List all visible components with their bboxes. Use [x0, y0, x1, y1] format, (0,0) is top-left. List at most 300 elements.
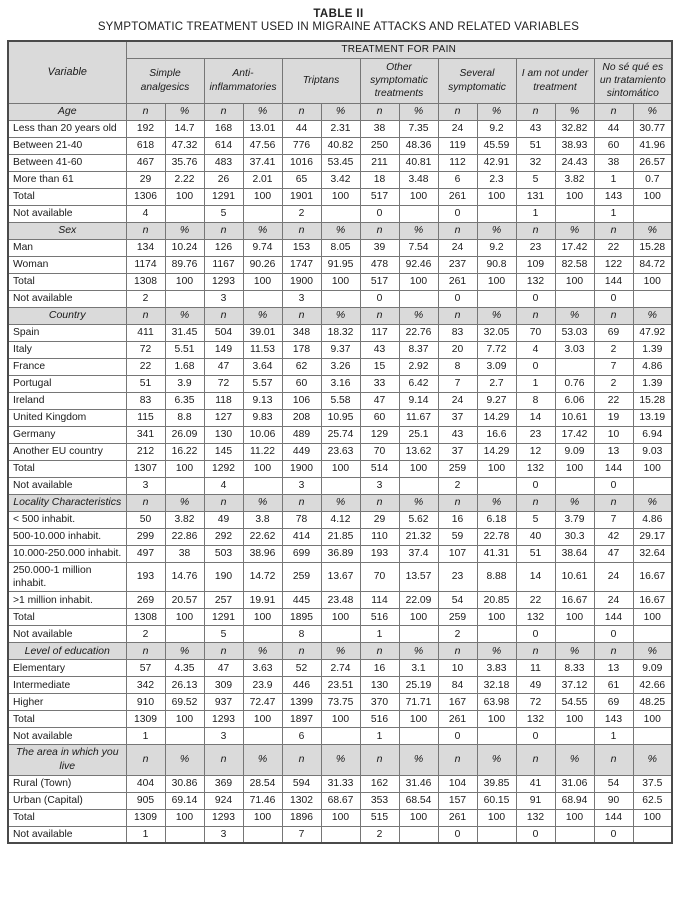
value-n: 43 — [360, 341, 399, 358]
value-n: 3 — [360, 477, 399, 494]
value-percent: 3.16 — [321, 375, 360, 392]
table-row — [8, 592, 672, 609]
value-percent — [477, 290, 516, 307]
value-percent: 9.13 — [243, 392, 282, 409]
table-row — [8, 826, 672, 843]
value-percent — [321, 626, 360, 643]
value-n: 42 — [594, 528, 633, 545]
value-percent — [243, 626, 282, 643]
value-percent — [633, 626, 672, 643]
n-subheader: n — [594, 745, 633, 775]
value-n: 54 — [438, 592, 477, 609]
value-percent: 30.3 — [555, 528, 594, 545]
n-subheader: n — [126, 745, 165, 775]
value-n: 937 — [204, 694, 243, 711]
value-percent: 6.42 — [399, 375, 438, 392]
n-subheader: n — [516, 745, 555, 775]
table-row — [8, 392, 672, 409]
table-row — [8, 511, 672, 528]
row-label: Total — [8, 711, 126, 728]
value-percent: 9.37 — [321, 341, 360, 358]
value-percent: 14.76 — [165, 562, 204, 592]
value-n: 0 — [594, 826, 633, 843]
value-percent: 3.48 — [399, 171, 438, 188]
value-percent: 25.1 — [399, 426, 438, 443]
value-n: 38 — [594, 154, 633, 171]
value-percent — [399, 290, 438, 307]
value-n: 261 — [438, 188, 477, 205]
value-percent: 14.29 — [477, 409, 516, 426]
group-header-no-se-que-es: No sé qué es un tratamiento sintomático — [594, 58, 672, 103]
value-percent: 3.82 — [165, 511, 204, 528]
value-percent — [399, 626, 438, 643]
value-percent: 10.95 — [321, 409, 360, 426]
value-percent: 100 — [399, 188, 438, 205]
value-n: 6 — [282, 728, 321, 745]
percent-subheader: % — [165, 307, 204, 324]
value-n: 292 — [204, 528, 243, 545]
n-subheader: n — [126, 307, 165, 324]
value-percent: 22.09 — [399, 592, 438, 609]
value-n: 1309 — [126, 711, 165, 728]
value-percent: 9.09 — [555, 443, 594, 460]
value-percent: 3.26 — [321, 358, 360, 375]
value-percent: 31.33 — [321, 775, 360, 792]
value-percent: 47.92 — [633, 324, 672, 341]
value-percent: 68.67 — [321, 792, 360, 809]
value-n: 44 — [282, 120, 321, 137]
group-header-triptans: Triptans — [282, 58, 360, 103]
value-percent — [165, 290, 204, 307]
value-n: 24 — [438, 120, 477, 137]
value-n: 22 — [126, 358, 165, 375]
value-n: 1 — [594, 728, 633, 745]
value-percent: 100 — [477, 273, 516, 290]
value-percent: 8.05 — [321, 239, 360, 256]
value-percent: 40.81 — [399, 154, 438, 171]
value-percent: 6.18 — [477, 511, 516, 528]
value-n: 132 — [516, 273, 555, 290]
value-percent: 7.72 — [477, 341, 516, 358]
value-percent: 17.42 — [555, 426, 594, 443]
value-n: 414 — [282, 528, 321, 545]
value-n: 2 — [126, 626, 165, 643]
value-percent: 31.45 — [165, 324, 204, 341]
value-n: 72 — [516, 694, 555, 711]
row-label: Woman — [8, 256, 126, 273]
value-n: 109 — [516, 256, 555, 273]
row-label: Ireland — [8, 392, 126, 409]
table-row — [8, 324, 672, 341]
value-percent: 9.27 — [477, 392, 516, 409]
percent-subheader: % — [399, 494, 438, 511]
value-n: 24 — [438, 392, 477, 409]
value-percent: 23.48 — [321, 592, 360, 609]
value-n: 127 — [204, 409, 243, 426]
value-percent: 14.7 — [165, 120, 204, 137]
value-n: 353 — [360, 792, 399, 809]
value-percent: 48.36 — [399, 137, 438, 154]
value-percent: 36.89 — [321, 545, 360, 562]
value-n: 0 — [594, 290, 633, 307]
row-label: United Kingdom — [8, 409, 126, 426]
value-n: 348 — [282, 324, 321, 341]
value-n: 47 — [360, 392, 399, 409]
value-percent: 0.7 — [633, 171, 672, 188]
value-n: 11 — [516, 660, 555, 677]
value-percent: 8.88 — [477, 562, 516, 592]
header-row-treatment — [8, 41, 672, 58]
value-n: 115 — [126, 409, 165, 426]
value-percent: 11.22 — [243, 443, 282, 460]
value-percent: 100 — [321, 711, 360, 728]
n-subheader: n — [282, 222, 321, 239]
value-n: 0 — [594, 626, 633, 643]
value-n: 5 — [204, 626, 243, 643]
table-row — [8, 205, 672, 222]
value-n: 2 — [438, 477, 477, 494]
value-percent — [243, 826, 282, 843]
group-header-simple-analgesics: Simple analgesics — [126, 58, 204, 103]
value-n: 60 — [282, 375, 321, 392]
value-percent — [165, 477, 204, 494]
value-percent: 100 — [477, 609, 516, 626]
table-row — [8, 154, 672, 171]
value-n: 1016 — [282, 154, 321, 171]
section-label: Country — [8, 307, 126, 324]
value-n: 3 — [126, 477, 165, 494]
value-n: 0 — [438, 290, 477, 307]
group-header-several-symptomatic: Several symptomatic — [438, 58, 516, 103]
value-percent: 100 — [399, 609, 438, 626]
table-row — [8, 188, 672, 205]
value-percent: 31.46 — [399, 775, 438, 792]
row-label: Not available — [8, 477, 126, 494]
percent-subheader: % — [243, 103, 282, 120]
value-n: 3 — [204, 290, 243, 307]
n-subheader: n — [516, 494, 555, 511]
value-n: 70 — [360, 562, 399, 592]
n-subheader: n — [204, 643, 243, 660]
value-percent: 23.63 — [321, 443, 360, 460]
value-percent: 23.51 — [321, 677, 360, 694]
value-n: 299 — [126, 528, 165, 545]
value-percent — [477, 205, 516, 222]
value-percent: 13.67 — [321, 562, 360, 592]
value-n: 40 — [516, 528, 555, 545]
value-percent: 63.98 — [477, 694, 516, 711]
percent-subheader: % — [555, 307, 594, 324]
value-n: 3 — [204, 728, 243, 745]
value-n: 192 — [126, 120, 165, 137]
percent-subheader: % — [321, 494, 360, 511]
group-header-other-symptomatic-treatments: Other symptomatic treatments — [360, 58, 438, 103]
n-subheader: n — [594, 103, 633, 120]
n-subheader: n — [516, 643, 555, 660]
value-n: 1291 — [204, 609, 243, 626]
value-n: 369 — [204, 775, 243, 792]
value-percent: 38 — [165, 545, 204, 562]
value-percent: 9.2 — [477, 239, 516, 256]
value-percent: 2.3 — [477, 171, 516, 188]
value-percent: 0.76 — [555, 375, 594, 392]
value-n: 12 — [516, 443, 555, 460]
value-percent: 3.42 — [321, 171, 360, 188]
value-n: 404 — [126, 775, 165, 792]
value-n: 132 — [516, 609, 555, 626]
value-percent: 10.61 — [555, 409, 594, 426]
value-n: 83 — [126, 392, 165, 409]
value-percent: 100 — [477, 188, 516, 205]
value-percent: 38.93 — [555, 137, 594, 154]
value-n: 61 — [594, 677, 633, 694]
value-n: 90 — [594, 792, 633, 809]
value-n: 26 — [204, 171, 243, 188]
value-n: 1900 — [282, 460, 321, 477]
value-n: 134 — [126, 239, 165, 256]
value-percent: 100 — [243, 711, 282, 728]
value-n: 1 — [126, 826, 165, 843]
value-n: 618 — [126, 137, 165, 154]
value-percent: 69.52 — [165, 694, 204, 711]
row-label: Another EU country — [8, 443, 126, 460]
value-n: 5 — [204, 205, 243, 222]
n-subheader: n — [204, 103, 243, 120]
value-n: 83 — [438, 324, 477, 341]
value-percent: 60.15 — [477, 792, 516, 809]
value-percent: 39.85 — [477, 775, 516, 792]
value-n: 5 — [516, 511, 555, 528]
value-percent: 17.42 — [555, 239, 594, 256]
value-percent: 37.12 — [555, 677, 594, 694]
n-subheader: n — [126, 494, 165, 511]
n-subheader: n — [282, 307, 321, 324]
value-n: 1 — [594, 205, 633, 222]
row-label: Elementary — [8, 660, 126, 677]
value-percent: 73.75 — [321, 694, 360, 711]
value-percent: 20.57 — [165, 592, 204, 609]
value-n: 342 — [126, 677, 165, 694]
value-percent: 1.68 — [165, 358, 204, 375]
value-n: 1 — [126, 728, 165, 745]
value-n: 910 — [126, 694, 165, 711]
value-percent: 100 — [399, 273, 438, 290]
percent-subheader: % — [399, 307, 438, 324]
value-percent: 3.82 — [555, 171, 594, 188]
value-percent: 100 — [399, 460, 438, 477]
section-label: Sex — [8, 222, 126, 239]
value-percent: 18.32 — [321, 324, 360, 341]
value-n: 211 — [360, 154, 399, 171]
value-n: 39 — [360, 239, 399, 256]
value-n: 72 — [204, 375, 243, 392]
percent-subheader: % — [165, 222, 204, 239]
value-percent — [555, 626, 594, 643]
section-row-age — [8, 103, 672, 120]
value-percent: 2.31 — [321, 120, 360, 137]
value-percent: 100 — [633, 273, 672, 290]
row-label: 250.000-1 million inhabit. — [8, 562, 126, 592]
percent-subheader: % — [165, 745, 204, 775]
value-percent: 100 — [243, 609, 282, 626]
value-percent: 100 — [243, 460, 282, 477]
value-n: 8 — [438, 358, 477, 375]
value-n: 370 — [360, 694, 399, 711]
value-n: 1 — [360, 728, 399, 745]
value-n: 130 — [360, 677, 399, 694]
value-percent — [243, 205, 282, 222]
value-n: 1309 — [126, 809, 165, 826]
value-n: 7 — [282, 826, 321, 843]
value-n: 49 — [516, 677, 555, 694]
n-subheader: n — [126, 103, 165, 120]
value-percent: 100 — [477, 460, 516, 477]
table-row — [8, 562, 672, 592]
value-n: 117 — [360, 324, 399, 341]
value-percent: 3.8 — [243, 511, 282, 528]
value-n: 4 — [204, 477, 243, 494]
value-percent: 22.86 — [165, 528, 204, 545]
value-percent: 8.37 — [399, 341, 438, 358]
value-percent: 2.7 — [477, 375, 516, 392]
percent-subheader: % — [243, 494, 282, 511]
value-n: 614 — [204, 137, 243, 154]
value-percent: 5.58 — [321, 392, 360, 409]
table-row — [8, 792, 672, 809]
value-percent: 100 — [165, 809, 204, 826]
value-n: 483 — [204, 154, 243, 171]
n-subheader: n — [438, 494, 477, 511]
percent-subheader: % — [633, 222, 672, 239]
value-n: 59 — [438, 528, 477, 545]
value-n: 16 — [360, 660, 399, 677]
value-percent: 71.46 — [243, 792, 282, 809]
n-subheader: n — [360, 745, 399, 775]
section-row-sex — [8, 222, 672, 239]
value-percent — [555, 826, 594, 843]
value-percent: 6.06 — [555, 392, 594, 409]
treatment-for-pain-header: TREATMENT FOR PAIN — [126, 41, 672, 58]
value-percent — [477, 728, 516, 745]
value-percent — [555, 477, 594, 494]
value-n: 0 — [516, 358, 555, 375]
n-subheader: n — [360, 307, 399, 324]
value-percent: 3.83 — [477, 660, 516, 677]
percent-subheader: % — [477, 745, 516, 775]
row-label: Spain — [8, 324, 126, 341]
value-percent: 22.62 — [243, 528, 282, 545]
value-percent: 3.1 — [399, 660, 438, 677]
value-n: 2 — [282, 205, 321, 222]
value-n: 924 — [204, 792, 243, 809]
value-n: 257 — [204, 592, 243, 609]
value-n: 14 — [516, 562, 555, 592]
value-percent: 82.58 — [555, 256, 594, 273]
value-percent: 11.53 — [243, 341, 282, 358]
value-percent: 100 — [165, 609, 204, 626]
value-n: 1307 — [126, 460, 165, 477]
value-n: 130 — [204, 426, 243, 443]
value-n: 149 — [204, 341, 243, 358]
value-percent: 40.82 — [321, 137, 360, 154]
row-label: Total — [8, 188, 126, 205]
value-n: 699 — [282, 545, 321, 562]
value-n: 132 — [516, 711, 555, 728]
value-n: 144 — [594, 609, 633, 626]
value-n: 118 — [204, 392, 243, 409]
table-row — [8, 728, 672, 745]
value-n: 33 — [360, 375, 399, 392]
value-percent: 6.94 — [633, 426, 672, 443]
value-n: 70 — [516, 324, 555, 341]
row-label: Italy — [8, 341, 126, 358]
value-n: 72 — [126, 341, 165, 358]
n-subheader: n — [282, 494, 321, 511]
value-percent: 10.24 — [165, 239, 204, 256]
row-label: Not available — [8, 728, 126, 745]
value-n: 1302 — [282, 792, 321, 809]
value-percent — [399, 205, 438, 222]
n-subheader: n — [360, 222, 399, 239]
value-n: 143 — [594, 188, 633, 205]
value-n: 14 — [516, 409, 555, 426]
value-percent — [477, 626, 516, 643]
n-subheader: n — [516, 307, 555, 324]
row-label: Total — [8, 273, 126, 290]
value-n: 19 — [594, 409, 633, 426]
value-n: 0 — [594, 477, 633, 494]
value-n: 259 — [282, 562, 321, 592]
value-n: 110 — [360, 528, 399, 545]
value-percent: 26.57 — [633, 154, 672, 171]
value-n: 4 — [516, 341, 555, 358]
value-n: 23 — [516, 426, 555, 443]
value-n: 18 — [360, 171, 399, 188]
value-n: 16 — [438, 511, 477, 528]
value-percent — [321, 290, 360, 307]
value-n: 52 — [282, 660, 321, 677]
value-n: 594 — [282, 775, 321, 792]
value-percent: 32.82 — [555, 120, 594, 137]
table-row — [8, 775, 672, 792]
section-row-country — [8, 307, 672, 324]
table-subtitle: SYMPTOMATIC TREATMENT USED IN MIGRAINE ATTACKS AND RELATED VARIABLES — [97, 21, 580, 33]
value-n: 516 — [360, 711, 399, 728]
n-subheader: n — [516, 103, 555, 120]
value-percent: 8.8 — [165, 409, 204, 426]
value-percent: 13.62 — [399, 443, 438, 460]
value-n: 269 — [126, 592, 165, 609]
value-percent: 25.19 — [399, 677, 438, 694]
percent-subheader: % — [633, 494, 672, 511]
value-percent: 38.64 — [555, 545, 594, 562]
table-body — [8, 103, 672, 843]
value-percent: 100 — [555, 809, 594, 826]
value-percent: 42.91 — [477, 154, 516, 171]
table-row — [8, 426, 672, 443]
value-percent: 24.43 — [555, 154, 594, 171]
row-label: Not available — [8, 626, 126, 643]
section-label: Locality Characteristics — [8, 494, 126, 511]
n-subheader: n — [282, 643, 321, 660]
table-row — [8, 443, 672, 460]
value-percent: 42.66 — [633, 677, 672, 694]
table-row — [8, 290, 672, 307]
value-percent: 100 — [243, 188, 282, 205]
table-row — [8, 120, 672, 137]
value-percent: 16.67 — [555, 592, 594, 609]
row-label: Higher — [8, 694, 126, 711]
